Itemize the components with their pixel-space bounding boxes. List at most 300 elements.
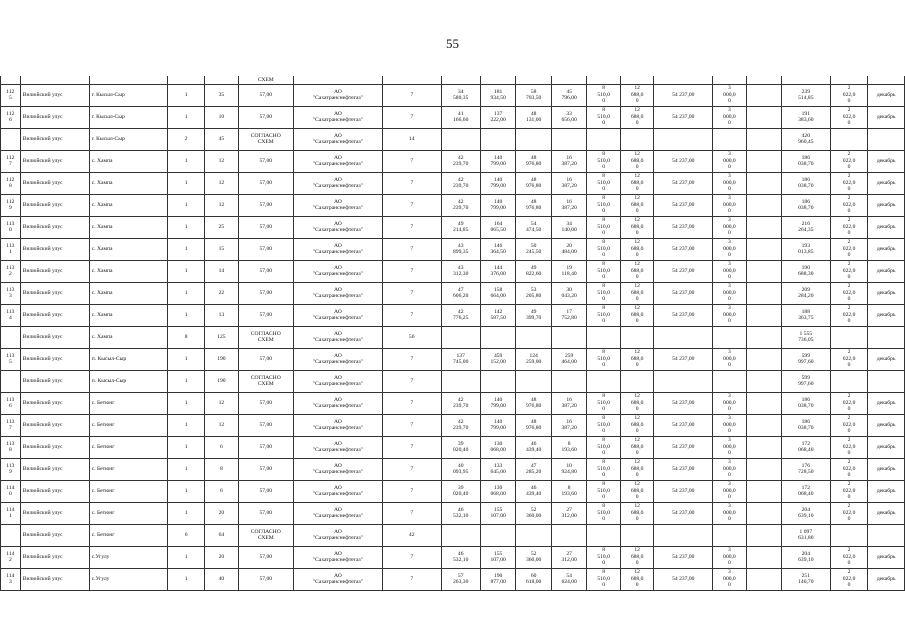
cell-place: с. Бетюнг: [89, 458, 167, 480]
cell-c9: [441, 524, 480, 546]
cell-c19: 2 022,0 0: [830, 458, 867, 480]
cell-c13: [587, 128, 620, 150]
cell-no: [1, 524, 21, 546]
cell-org: АО "Сахатранснефтегаз": [293, 392, 382, 414]
cell-c13: 8 510,0 0: [587, 172, 620, 194]
cell-c8: 7: [382, 260, 441, 282]
cell-c14: 12 688,0 0: [620, 260, 653, 282]
cell-district: Вилюйский улус: [20, 524, 89, 546]
cell-c10: 146 364,50: [480, 238, 516, 260]
cell-c12: 54 624,00: [551, 568, 587, 590]
cell-c8: 7: [382, 172, 441, 194]
cell-c20: декабрь: [868, 172, 905, 194]
cell-c10: 140 799,00: [480, 392, 516, 414]
cell-c10: [480, 326, 516, 348]
cell-c13: 8 510,0 0: [587, 436, 620, 458]
table-row: [1, 502, 905, 524]
cell-c16: 3 000,0 0: [713, 348, 746, 370]
cell-c16: 3 000,0 0: [713, 480, 746, 502]
cell-c6: 57,00: [238, 282, 293, 304]
cell-c14: 12 688,0 0: [620, 568, 653, 590]
cell-c9: 57 263,30: [441, 568, 480, 590]
cell-c11: 50 245,50: [516, 238, 552, 260]
cell-c20: декабрь: [868, 480, 905, 502]
cell-c12: 16 387,20: [551, 172, 587, 194]
cell-no: 114 3: [1, 568, 21, 590]
cell-c11: [516, 326, 552, 348]
cell-c5: 8: [205, 458, 238, 480]
cell-org: АО "Сахатранснефтегаз": [293, 480, 382, 502]
cell-c16: [713, 128, 746, 150]
cell-district: Вилюйский улус: [20, 194, 89, 216]
cell-c6: 57,00: [238, 84, 293, 106]
table-row: [1, 436, 905, 458]
cell-c15: [654, 326, 713, 348]
cell-district: Вилюйский улус: [20, 414, 89, 436]
cell-c16: [713, 370, 746, 392]
cell-c5: 6: [205, 480, 238, 502]
cell-org: АО "Сахатранснефтегаз": [293, 502, 382, 524]
cell-place: п. Кысыл-Сыр: [89, 370, 167, 392]
cell-c13: 8 510,0 0: [587, 260, 620, 282]
cell-district: Вилюйский улус: [20, 128, 89, 150]
cell-c16: 3 000,0 0: [713, 194, 746, 216]
cell-c5: 13: [205, 304, 238, 326]
cell-c6: 57,00: [238, 216, 293, 238]
cell-district: Вилюйский улус: [20, 436, 89, 458]
cell-c4: 1: [168, 348, 205, 370]
cell-place: с. Бетюнг: [89, 480, 167, 502]
cell-place: с. Хампа: [89, 238, 167, 260]
cell-c15: 54 237,00: [654, 480, 713, 502]
cell-c8: 56: [382, 326, 441, 348]
cell-c18: 209 284,20: [781, 282, 830, 304]
table-row: [1, 524, 905, 546]
cell-c19: 2 022,0 0: [830, 150, 867, 172]
cell-c14: [620, 370, 653, 392]
cell-c19: 2 022,0 0: [830, 392, 867, 414]
cell-c11: 48 131,00: [516, 106, 552, 128]
cell-c4: 1: [168, 414, 205, 436]
cell-district: Вилюйский улус: [20, 326, 89, 348]
table-row: [1, 348, 905, 370]
cell-c9: 137 745,00: [441, 348, 480, 370]
cell-c14: 12 688,0 0: [620, 304, 653, 326]
cell-org: АО "Сахатранснефтегаз": [293, 458, 382, 480]
cell-c11: 48 976,80: [516, 150, 552, 172]
cell-c18: 186 038,70: [781, 414, 830, 436]
cell-c11: 48 976,80: [516, 414, 552, 436]
cell-c15: 54 237,00: [654, 568, 713, 590]
cell-district: Вилюйский улус: [20, 370, 89, 392]
cell-c17: [746, 568, 781, 590]
table-row: [1, 458, 905, 480]
cell-c11: 49 399,70: [516, 304, 552, 326]
cell-district: Вилюйский улус: [20, 304, 89, 326]
cell-c20: декабрь: [868, 150, 905, 172]
cell-place: с. Хампа: [89, 260, 167, 282]
cell-c16: [713, 524, 746, 546]
cell-place: с. Бетюнг: [89, 502, 167, 524]
cell-c12: [551, 128, 587, 150]
cell-c6: 57,00: [238, 458, 293, 480]
cell-c20: декабрь: [868, 436, 905, 458]
cell-c6: 57,00: [238, 546, 293, 568]
table-row: [1, 568, 905, 590]
cell-c16: 3 000,0 0: [713, 260, 746, 282]
cell-c11: 52 360,00: [516, 546, 552, 568]
cell-c12: [551, 524, 587, 546]
cell-c4: 1: [168, 392, 205, 414]
cell-c9: 34 580,35: [441, 84, 480, 106]
cell-c15: 54 237,00: [654, 238, 713, 260]
cell-org: АО "Сахатранснефтегаз": [293, 370, 382, 392]
cell-district: Вилюйский улус: [20, 84, 89, 106]
cell-c10: 190 877,00: [480, 568, 516, 590]
cell-c18: 186 038,70: [781, 172, 830, 194]
cell-c6: СОГЛАСНО СХЕМ: [238, 128, 293, 150]
cell-c20: декабрь: [868, 304, 905, 326]
cell-c19: 2 022,0 0: [830, 348, 867, 370]
cell-c9: 47 606,20: [441, 282, 480, 304]
cell-c9: 42 239,70: [441, 414, 480, 436]
table-row: [1, 194, 905, 216]
cell-c18: 176 728,50: [781, 458, 830, 480]
cell-c4: 1: [168, 84, 205, 106]
cell-org: АО "Сахатранснефтегаз": [293, 282, 382, 304]
cell-c20: декабрь: [868, 414, 905, 436]
cell-c6: 57,00: [238, 480, 293, 502]
cell-c11: 48 976,80: [516, 194, 552, 216]
cell-org: АО "Сахатранснефтегаз": [293, 128, 382, 150]
cell-no: [1, 326, 21, 348]
cell-c20: декабрь: [868, 260, 905, 282]
cell-c5: 12: [205, 194, 238, 216]
cell-c17: [746, 172, 781, 194]
cell-place: с.Угулу: [89, 568, 167, 590]
table-row: [1, 84, 905, 106]
cell-c6: 57,00: [238, 304, 293, 326]
cell-c18: 191 383,60: [781, 106, 830, 128]
cell-c11: [516, 128, 552, 150]
cell-c19: [830, 326, 867, 348]
cell-c8: 7: [382, 458, 441, 480]
cell-c17: [746, 348, 781, 370]
cell-org: АО "Сахатранснефтегаз": [293, 216, 382, 238]
cell-place: с. Бетюнг: [89, 436, 167, 458]
cell-c10: 181 934,50: [480, 84, 516, 106]
cell-c10: 140 799,00: [480, 414, 516, 436]
cell-org: АО "Сахатранснефтегаз": [293, 414, 382, 436]
cell-place: с. Хампа: [89, 326, 167, 348]
cell-c12: 16 387,20: [551, 150, 587, 172]
cell-no: 113 2: [1, 260, 21, 282]
cell-c16: 3 000,0 0: [713, 436, 746, 458]
cell-district: Вилюйский улус: [20, 568, 89, 590]
cell-c12: 16 387,20: [551, 414, 587, 436]
cell-continued-text: СХЕМ: [238, 76, 293, 84]
cell-c12: 27 312,00: [551, 546, 587, 568]
cell-c17: [746, 480, 781, 502]
cell-c4: 1: [168, 238, 205, 260]
cell-c4: 2: [168, 128, 205, 150]
cell-c16: 3 000,0 0: [713, 546, 746, 568]
cell-district: Вилюйский улус: [20, 150, 89, 172]
cell-district: Вилюйский улус: [20, 260, 89, 282]
cell-c18: 1 555 736,05: [781, 326, 830, 348]
cell-c19: 2 022,0 0: [830, 436, 867, 458]
cell-c12: 17 752,80: [551, 304, 587, 326]
cell-c19: 2 022,0 0: [830, 568, 867, 590]
cell-no: 113 9: [1, 458, 21, 480]
cell-c8: 7: [382, 568, 441, 590]
cell-c18: 186 038,70: [781, 194, 830, 216]
cell-c6: СОГЛАСНО СХЕМ: [238, 370, 293, 392]
cell-c10: [480, 370, 516, 392]
cell-c14: 12 688,0 0: [620, 348, 653, 370]
cell-c20: [868, 370, 905, 392]
cell-place: с. Хампа: [89, 194, 167, 216]
cell-c6: 57,00: [238, 194, 293, 216]
cell-c8: 7: [382, 194, 441, 216]
cell-c18: 186 038,70: [781, 150, 830, 172]
page-number: 55: [446, 36, 459, 51]
cell-c14: 12 688,0 0: [620, 502, 653, 524]
cell-c8: 7: [382, 392, 441, 414]
cell-c20: декабрь: [868, 216, 905, 238]
cell-c18: 172 068,40: [781, 480, 830, 502]
cell-c17: [746, 546, 781, 568]
cell-no: 113 8: [1, 436, 21, 458]
cell-c11: 48 976,80: [516, 392, 552, 414]
cell-c4: 1: [168, 106, 205, 128]
cell-c12: 30 043,20: [551, 282, 587, 304]
cell-c4: 1: [168, 370, 205, 392]
cell-org: АО "Сахатранснефтегаз": [293, 194, 382, 216]
cell-c17: [746, 524, 781, 546]
cell-c12: 34 140,00: [551, 216, 587, 238]
cell-c13: [587, 524, 620, 546]
cell-district: Вилюйский улус: [20, 216, 89, 238]
cell-place: г. Кысыл-Сыр: [89, 84, 167, 106]
cell-org: АО "Сахатранснефтегаз": [293, 524, 382, 546]
cell-c8: 7: [382, 282, 441, 304]
cell-c5: 20: [205, 502, 238, 524]
cell-c8: 7: [382, 480, 441, 502]
cell-c13: 8 510,0 0: [587, 238, 620, 260]
cell-c15: 54 237,00: [654, 502, 713, 524]
cell-c19: 2 022,0 0: [830, 282, 867, 304]
cell-c12: 16 387,20: [551, 392, 587, 414]
cell-c8: 7: [382, 216, 441, 238]
cell-c18: 599 997,60: [781, 348, 830, 370]
cell-c20: декабрь: [868, 458, 905, 480]
cell-c11: 49 822,60: [516, 260, 552, 282]
cell-c8: 7: [382, 304, 441, 326]
cell-no: 113 4: [1, 304, 21, 326]
cell-c5: 64: [205, 524, 238, 546]
cell-c14: 12 688,0 0: [620, 546, 653, 568]
cell-no: 113 1: [1, 238, 21, 260]
cell-c12: [551, 370, 587, 392]
cell-c15: 54 237,00: [654, 172, 713, 194]
cell-c19: 2 022,0 0: [830, 106, 867, 128]
cell-c16: 3 000,0 0: [713, 238, 746, 260]
cell-c14: [620, 326, 653, 348]
cell-c13: 8 510,0 0: [587, 414, 620, 436]
cell-c10: 140 799,00: [480, 194, 516, 216]
cell-c4: 8: [168, 326, 205, 348]
cell-c19: 2 022,0 0: [830, 172, 867, 194]
cell-c20: декабрь: [868, 106, 905, 128]
cell-c8: 42: [382, 524, 441, 546]
cell-c6: 57,00: [238, 106, 293, 128]
cell-c9: 39 020,40: [441, 480, 480, 502]
cell-no: 114 2: [1, 546, 21, 568]
cell-c9: 42 239,70: [441, 194, 480, 216]
cell-no: 112 8: [1, 172, 21, 194]
table-row: [1, 392, 905, 414]
cell-c19: 2 022,0 0: [830, 194, 867, 216]
cell-c17: [746, 458, 781, 480]
cell-c6: СОГЛАСНО СХЕМ: [238, 524, 293, 546]
cell-c11: 60 618,00: [516, 568, 552, 590]
cell-c18: 239 514,85: [781, 84, 830, 106]
cell-c20: декабрь: [868, 568, 905, 590]
cell-c10: 142 587,50: [480, 304, 516, 326]
cell-c19: 2 022,0 0: [830, 414, 867, 436]
cell-c19: 2 022,0 0: [830, 216, 867, 238]
cell-c10: [480, 128, 516, 150]
cell-c4: 1: [168, 546, 205, 568]
cell-c11: 58 703,50: [516, 84, 552, 106]
cell-c6: 57,00: [238, 150, 293, 172]
cell-c17: [746, 194, 781, 216]
cell-c20: декабрь: [868, 502, 905, 524]
cell-c18: 204 639,10: [781, 502, 830, 524]
cell-place: с. Бетюнг: [89, 392, 167, 414]
cell-c5: 10: [205, 106, 238, 128]
cell-place: с. Хампа: [89, 216, 167, 238]
cell-c10: 144 376,00: [480, 260, 516, 282]
cell-c12: 45 796,00: [551, 84, 587, 106]
cell-c17: [746, 304, 781, 326]
cell-c13: 8 510,0 0: [587, 568, 620, 590]
cell-c14: 12 688,0 0: [620, 238, 653, 260]
cell-c14: 12 688,0 0: [620, 458, 653, 480]
cell-c6: 57,00: [238, 392, 293, 414]
cell-c5: 125: [205, 326, 238, 348]
cell-district: Вилюйский улус: [20, 282, 89, 304]
cell-c8: 7: [382, 546, 441, 568]
table-row: [1, 480, 905, 502]
cell-org: АО "Сахатранснефтегаз": [293, 546, 382, 568]
table-row: [1, 150, 905, 172]
cell-c11: 48 976,80: [516, 172, 552, 194]
cell-org: АО "Сахатранснефтегаз": [293, 304, 382, 326]
cell-c17: [746, 128, 781, 150]
cell-c20: декабрь: [868, 392, 905, 414]
cell-c15: 54 237,00: [654, 282, 713, 304]
cell-org: АО "Сахатранснефтегаз": [293, 436, 382, 458]
cell-org: АО "Сахатранснефтегаз": [293, 238, 382, 260]
cell-c5: 12: [205, 172, 238, 194]
cell-c12: 8 193,60: [551, 480, 587, 502]
cell-c13: 8 510,0 0: [587, 304, 620, 326]
cell-c17: [746, 326, 781, 348]
cell-c15: [654, 524, 713, 546]
cell-c11: 46 439,40: [516, 480, 552, 502]
cell-c19: 2 022,0 0: [830, 84, 867, 106]
cell-c9: 42 776,25: [441, 304, 480, 326]
cell-c10: 155 107,00: [480, 502, 516, 524]
cell-c11: [516, 524, 552, 546]
cell-c8: 7: [382, 84, 441, 106]
cell-c13: 8 510,0 0: [587, 216, 620, 238]
cell-c15: 54 237,00: [654, 546, 713, 568]
cell-c15: 54 237,00: [654, 414, 713, 436]
cell-c16: 3 000,0 0: [713, 502, 746, 524]
cell-org: АО "Сахатранснефтегаз": [293, 106, 382, 128]
cell-c10: 133 645,00: [480, 458, 516, 480]
cell-c10: 459 152,00: [480, 348, 516, 370]
cell-c14: 12 688,0 0: [620, 436, 653, 458]
cell-c15: [654, 128, 713, 150]
cell-c6: 57,00: [238, 348, 293, 370]
cell-c16: 3 000,0 0: [713, 106, 746, 128]
cell-c14: 12 688,0 0: [620, 216, 653, 238]
cell-c18: 188 363,75: [781, 304, 830, 326]
table-row: [1, 326, 905, 348]
cell-c13: 8 510,0 0: [587, 150, 620, 172]
cell-district: Вилюйский улус: [20, 238, 89, 260]
cell-no: 113 7: [1, 414, 21, 436]
cell-c5: 12: [205, 414, 238, 436]
cell-c5: 20: [205, 546, 238, 568]
cell-c16: 3 000,0 0: [713, 150, 746, 172]
cell-no: 113 0: [1, 216, 21, 238]
cell-c18: 190 688,30: [781, 260, 830, 282]
cell-c19: 2 022,0 0: [830, 480, 867, 502]
cell-c18: 204 639,10: [781, 546, 830, 568]
cell-c6: 57,00: [238, 436, 293, 458]
cell-c10: 140 799,00: [480, 150, 516, 172]
cell-no: [1, 370, 21, 392]
cost-table-sheet: [0, 76, 905, 591]
cell-no: 113 5: [1, 348, 21, 370]
cell-c15: 54 237,00: [654, 348, 713, 370]
cell-c17: [746, 150, 781, 172]
cell-org: АО "Сахатранснефтегаз": [293, 172, 382, 194]
cell-c19: [830, 370, 867, 392]
cell-c5: 14: [205, 260, 238, 282]
cell-c20: декабрь: [868, 348, 905, 370]
cell-c13: 8 510,0 0: [587, 348, 620, 370]
table-row-continuation: [1, 76, 905, 84]
cell-c18: 251 140,70: [781, 568, 830, 590]
cell-district: Вилюйский улус: [20, 172, 89, 194]
table-row: [1, 414, 905, 436]
table-row: [1, 128, 905, 150]
table-row: [1, 370, 905, 392]
cell-c12: 27 312,00: [551, 502, 587, 524]
cell-c4: 1: [168, 282, 205, 304]
cell-c12: [551, 326, 587, 348]
cell-c20: [868, 128, 905, 150]
cell-c18: 186 038,70: [781, 392, 830, 414]
cell-c15: 54 237,00: [654, 216, 713, 238]
cell-c18: 172 068,40: [781, 436, 830, 458]
